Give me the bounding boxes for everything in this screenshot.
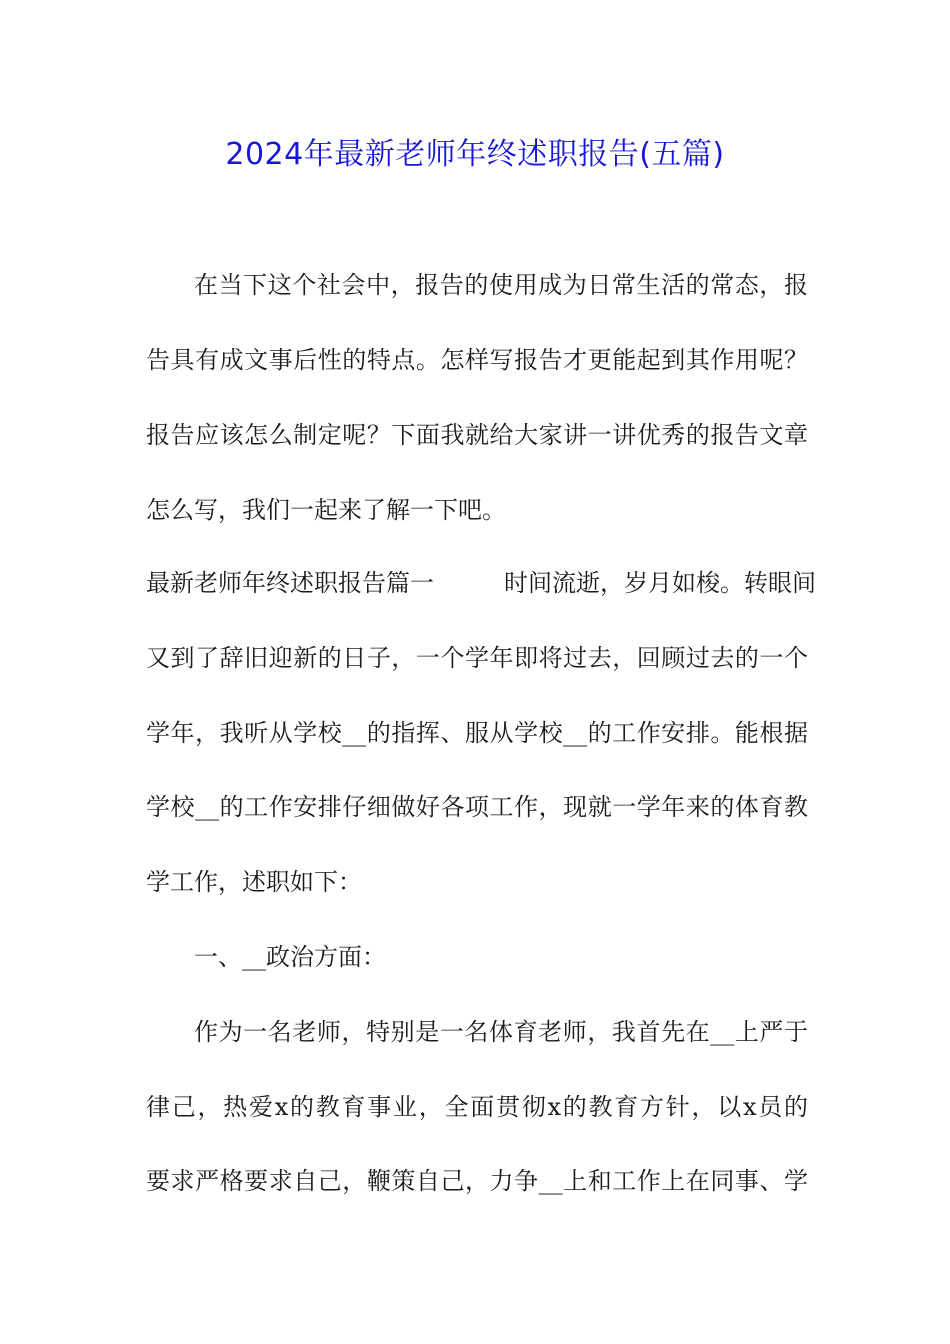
paragraph-line: 报告应该怎么制定呢？下面我就给大家讲一讲优秀的报告文章 — [146, 421, 808, 449]
paragraph-line: 律己，热爱x的教育事业，全面贯彻x的教育方针，以x员的 — [146, 1093, 808, 1121]
subsection-heading: 一、__政治方面： — [194, 943, 386, 971]
paragraph-line: 学校__的工作安排仔细做好各项工作，现就一学年来的体育教 — [146, 793, 808, 821]
paragraph-line: 学工作，述职如下： — [146, 868, 362, 896]
paragraph-line: 告具有成文事后性的特点。怎样写报告才更能起到其作用呢？ — [146, 346, 808, 374]
paragraph-line: 作为一名老师，特别是一名体育老师，我首先在__上严于 — [194, 1018, 808, 1046]
section-heading: 最新老师年终述职报告篇一 — [146, 569, 434, 597]
paragraph-text: 时间流逝，岁月如梭。转眼间 — [504, 569, 816, 597]
paragraph-line: 学年，我听从学校__的指挥、服从学校__的工作安排。能根据 — [146, 719, 808, 747]
paragraph-line: 要求严格要求自己，鞭策自己，力争__上和工作上在同事、学 — [146, 1167, 808, 1195]
paragraph-line: 怎么写，我们一起来了解一下吧。 — [146, 496, 506, 524]
paragraph-line: 在当下这个社会中，报告的使用成为日常生活的常态，报 — [194, 271, 808, 299]
section-heading-line — [146, 563, 816, 603]
paragraph-line: 又到了辞旧迎新的日子，一个学年即将过去，回顾过去的一个 — [146, 644, 808, 672]
document-title: 2024年最新老师年终述职报告(五篇) — [225, 137, 725, 172]
